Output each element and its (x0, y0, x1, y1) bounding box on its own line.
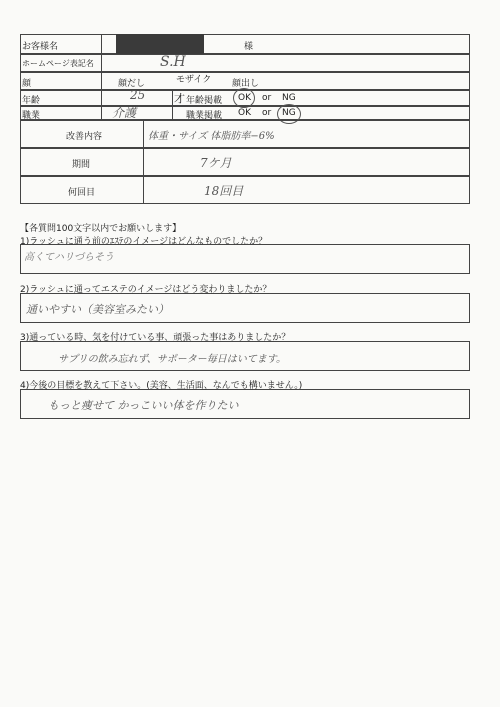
period-label: 期間 (72, 160, 91, 170)
age-publish-ok: OK (238, 93, 251, 103)
face-label: 顔 (22, 79, 32, 89)
improvement-value: 体重・サイズ 体脂肪率−6% (148, 131, 275, 142)
customer-name-label: お客様名 (22, 42, 59, 52)
job-label: 職業 (22, 111, 41, 121)
face-label-cell (20, 72, 102, 90)
questions-instruction: 【各質問100文字以内でお願いします】 (20, 224, 182, 234)
job-publish-ng: NG (282, 108, 296, 118)
redacted-name (116, 34, 204, 54)
age-ok-circle-mark (233, 88, 255, 108)
face-option-out: 顔出し (232, 79, 260, 89)
answer-1: 高くてハリづらそう (24, 252, 114, 263)
job-value: 介護 (112, 106, 137, 120)
improvement-label: 改善内容 (66, 132, 103, 142)
age-publish-or: or (262, 93, 272, 103)
question-1: 1)ラッシュに通う前のｴｽﾃのイメージはどんなものでしたか？ (20, 237, 268, 247)
age-publish-ng: NG (282, 93, 296, 103)
question-2: 2)ラッシュに通ってエステのイメージはどう変わりましたか？ (20, 285, 272, 295)
customer-name-suffix: 様 (244, 42, 254, 52)
age-label: 年齢 (22, 96, 41, 106)
question-3: 3)通っている時、気を付けている事、頑張った事はありましたか？ (20, 333, 291, 343)
count-value: 18回目 (204, 184, 244, 198)
answer-4: もっと痩せて かっこいい体を作りたい (48, 399, 239, 412)
homepage-name-label: ホームページ表記名 (22, 59, 94, 68)
job-publish-ok: OK (238, 108, 251, 118)
age-publish-label: 年齢掲載 (186, 96, 223, 106)
job-publish-label: 職業掲載 (186, 111, 223, 121)
count-label: 何回目 (68, 188, 96, 198)
face-option-show: 顔だし (118, 79, 146, 89)
period-value: 7ケ月 (200, 156, 232, 170)
answer-2: 通いやすい（美容室みたい） (26, 303, 169, 316)
question-4: 4)今後の目標を教えて下さい。(美容、生活面、なんでも構いません。) (20, 381, 303, 391)
face-option-mosaic: モザイク (176, 75, 212, 85)
job-publish-or: or (262, 108, 272, 118)
age-unit: 才 (174, 92, 185, 105)
answer-3: サプリの飲み忘れず、サポーター毎日はいてます。 (58, 354, 286, 365)
age-value: 25 (130, 88, 146, 102)
homepage-name-value: S.H (160, 54, 186, 70)
